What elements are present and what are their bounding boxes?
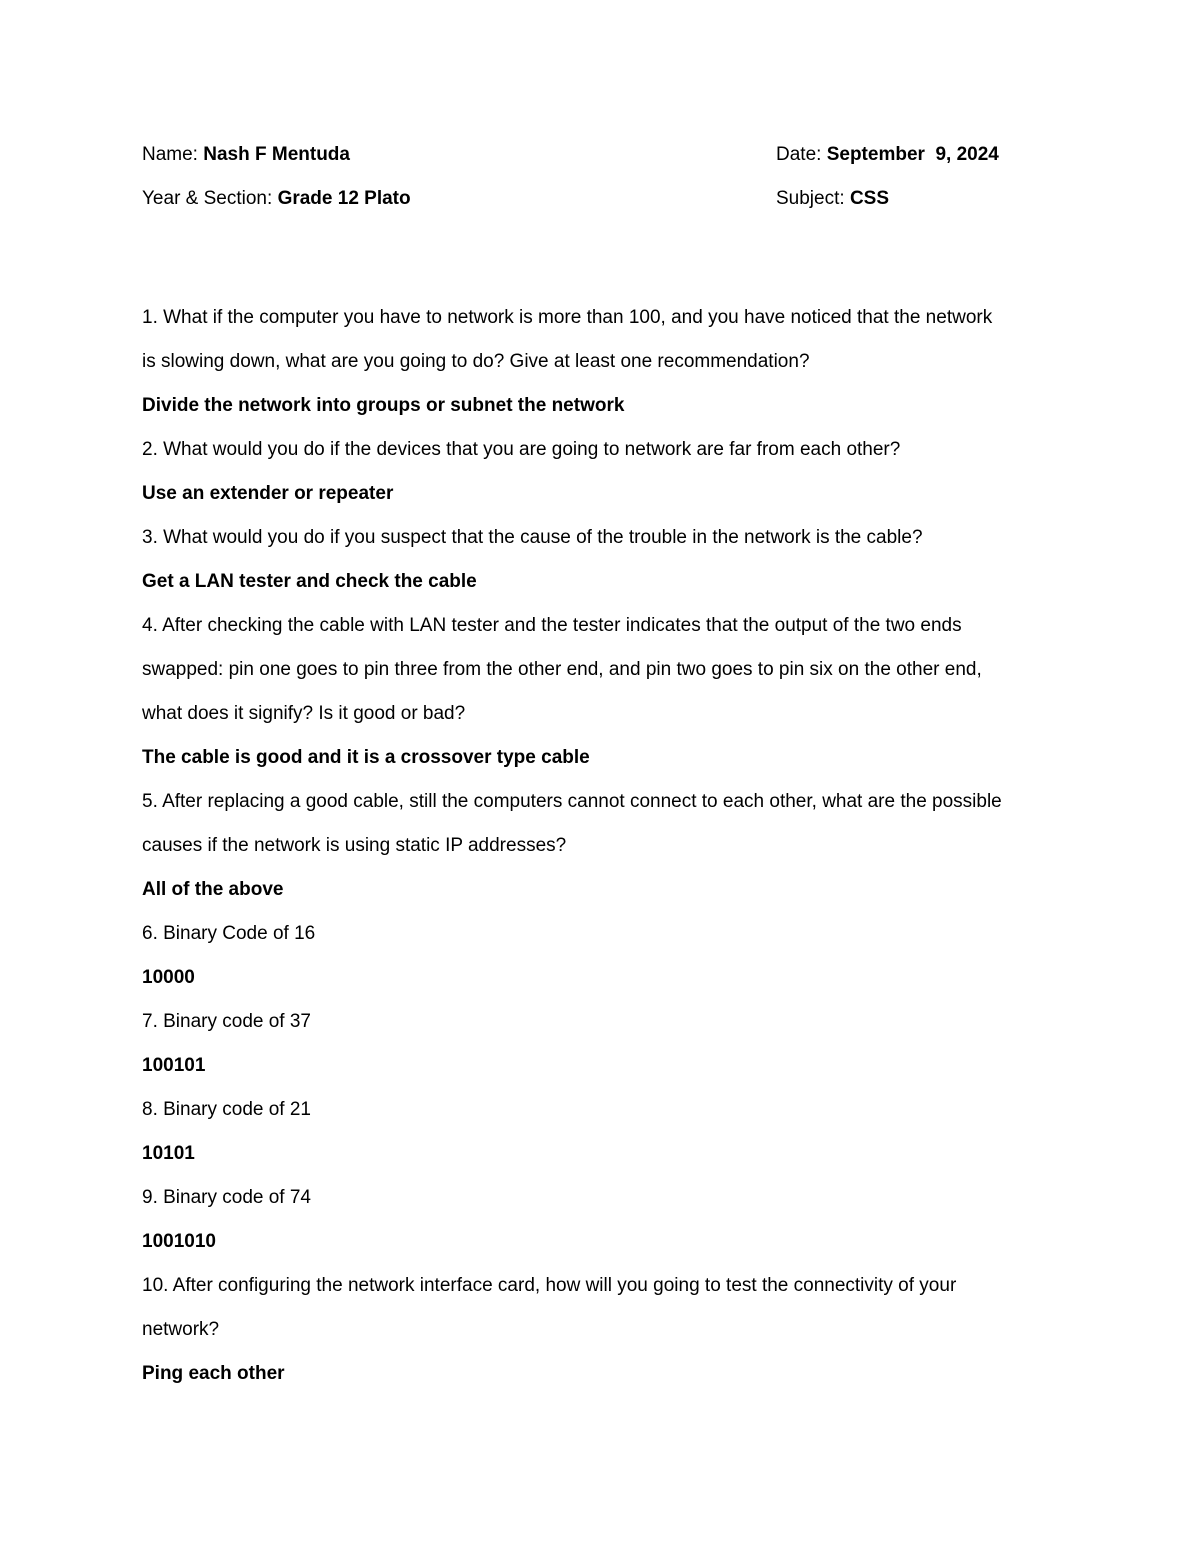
- name-label: Name:: [142, 144, 198, 165]
- question-line: is slowing down, what are you going to do? Give at least one recommendation?: [142, 351, 810, 372]
- answer: The cable is good and it is a crossover type cable: [142, 747, 590, 768]
- questions-list: [142, 296, 1062, 1396]
- answer: All of the above: [142, 879, 284, 900]
- answer: Divide the network into groups or subnet the network: [142, 395, 625, 416]
- question-line: causes if the network is using static IP addresses?: [142, 835, 567, 856]
- question-line: 3. What would you do if you suspect that the cause of the trouble in the network is the cable?: [142, 527, 923, 548]
- name-value: Nash F Mentuda: [203, 144, 350, 165]
- question-line: 5. After replacing a good cable, still the computers cannot connect to each other, what are the possible: [142, 791, 1002, 812]
- question-line: 1. What if the computer you have to network is more than 100, and you have noticed that the network: [142, 307, 993, 328]
- question-line: what does it signify? Is it good or bad?: [142, 703, 466, 724]
- subject-field: [776, 187, 889, 211]
- subject-label: Subject:: [776, 188, 845, 209]
- date-value: September 9, 2024: [826, 144, 999, 165]
- question-line: 7. Binary code of 37: [142, 1011, 311, 1032]
- answer: 10101: [142, 1143, 195, 1164]
- qa-item: [142, 1264, 1062, 1396]
- question-line: 10. After configuring the network interface card, how will you going to test the connectivity of your: [142, 1275, 957, 1296]
- question-line: swapped: pin one goes to pin three from the other end, and pin two goes to pin six on the other end,: [142, 659, 982, 680]
- answer: Get a LAN tester and check the cable: [142, 571, 477, 592]
- question-line: network?: [142, 1319, 220, 1340]
- question-line: 4. After checking the cable with LAN tester and the tester indicates that the output of the two ends: [142, 615, 962, 636]
- answer: Ping each other: [142, 1363, 285, 1384]
- qa-item: [142, 780, 1062, 912]
- answer: 100101: [142, 1055, 206, 1076]
- qa-item: [142, 1000, 1062, 1088]
- section-label: Year & Section:: [142, 188, 273, 209]
- qa-item: [142, 516, 1062, 604]
- section-value: Grade 12 Plato: [277, 188, 411, 209]
- qa-item: [142, 604, 1062, 780]
- answer: Use an extender or repeater: [142, 483, 394, 504]
- question-line: 8. Binary code of 21: [142, 1099, 311, 1120]
- answer: 1001010: [142, 1231, 216, 1252]
- date-label: Date:: [776, 144, 822, 165]
- qa-item: [142, 912, 1062, 1000]
- answer: 10000: [142, 967, 195, 988]
- qa-item: [142, 1088, 1062, 1176]
- qa-item: [142, 428, 1062, 516]
- subject-value: CSS: [849, 188, 890, 209]
- qa-item: [142, 1176, 1062, 1264]
- name-field: [142, 143, 350, 167]
- question-line: 9. Binary code of 74: [142, 1187, 311, 1208]
- question-line: 6. Binary Code of 16: [142, 923, 316, 944]
- section-field: [142, 187, 411, 211]
- question-line: 2. What would you do if the devices that you are going to network are far from each other?: [142, 439, 901, 460]
- qa-item: [142, 296, 1062, 428]
- date-field: [776, 143, 999, 167]
